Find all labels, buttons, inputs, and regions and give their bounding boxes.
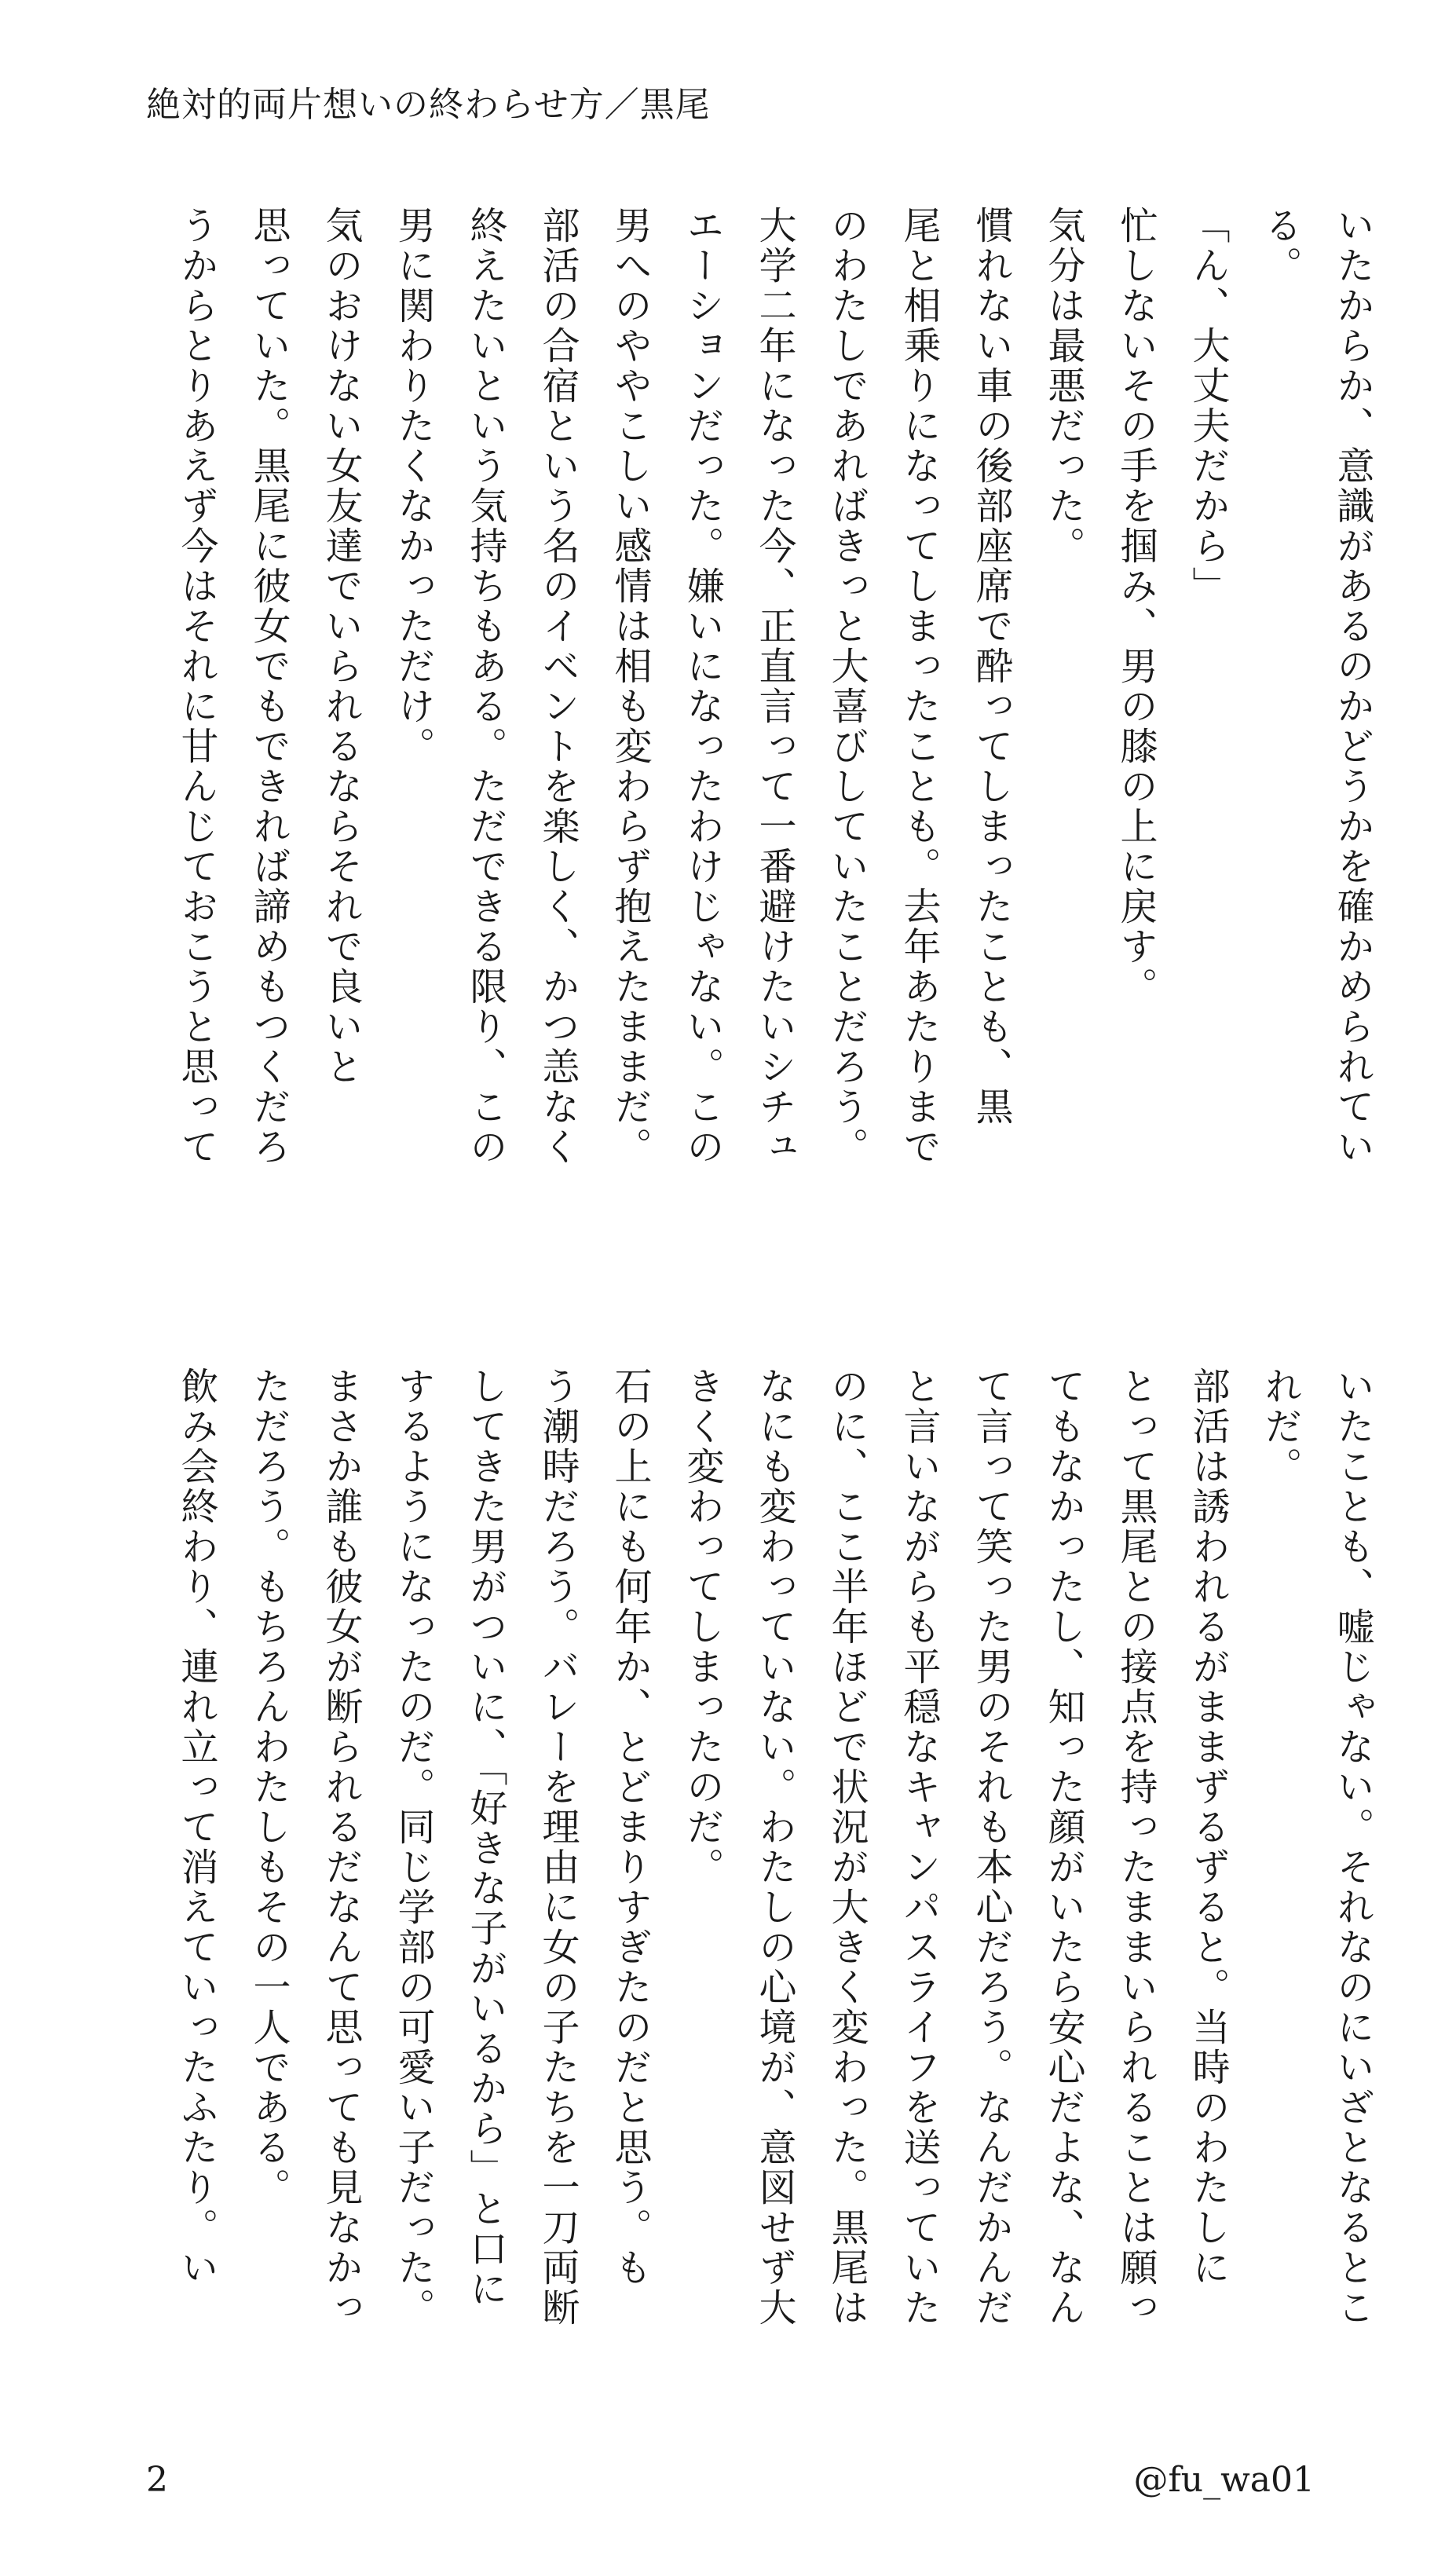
- text-line: 「ん、大丈夫だから」: [1186, 206, 1230, 606]
- text-line: ただろう。もちろんわたしもその一人である。: [247, 1367, 291, 2208]
- text-line: 石の上にも何年か、とどまりすぎたのだと思う。も: [608, 1367, 652, 2288]
- text-line: 大学二年になった今、正直言って一番避けたいシチュ: [752, 206, 796, 1167]
- text-line: 終えたいという気持ちもある。ただできる限り、この: [463, 206, 507, 1167]
- text-line: れだ。: [1258, 1367, 1302, 1487]
- text-line: 気のおけない女友達でいられるならそれで良いと: [319, 206, 363, 1087]
- text-line: 慣れない車の後部座席で酔ってしまったことも、黒: [969, 206, 1013, 1127]
- text-line: る。: [1258, 206, 1302, 286]
- text-line: 男へのややこしい感情は相も変わらず抱えたままだ。: [608, 206, 652, 1167]
- text-line: いたことも、嘘じゃない。それなのにいざとなるとこ: [1330, 1367, 1374, 2328]
- text-line: 飲み会終わり、連れ立って消えていったふたり。い: [174, 1367, 218, 2288]
- text-line: いたからか、意識があるのかどうかを確かめられてい: [1330, 206, 1374, 1167]
- text-line: う潮時だろう。バレーを理由に女の子たちを一刀両断: [536, 1367, 580, 2328]
- page-title: 絶対的両片想いの終わらせ方／黒尾: [146, 85, 711, 125]
- author-handle: @fu_wa01: [1133, 2460, 1315, 2500]
- text-line: なにも変わっていない。わたしの心境が、意図せず大: [752, 1367, 796, 2328]
- text-line: 思っていた。黒尾に彼女でもできれば諦めもつくだろ: [247, 206, 291, 1167]
- text-line: と言いながらも平穏なキャンパスライフを送っていた: [897, 1367, 941, 2328]
- text-line: 気分は最悪だった。: [1041, 206, 1085, 566]
- text-line: するようになったのだ。同じ学部の可愛い子だった。: [391, 1367, 435, 2328]
- text-line: 忙しないその手を掴み、男の膝の上に戻す。: [1114, 206, 1158, 1007]
- text-block-top: [132, 206, 1388, 1250]
- text-line: 部活の合宿という名のイベントを楽しく、かつ恙なく: [536, 206, 580, 1167]
- text-line: してきた男がついに、「好きな子がいるから」と口に: [463, 1367, 507, 2309]
- text-line: とって黒尾との接点を持ったままいられることは願っ: [1114, 1367, 1158, 2328]
- text-block-bottom: [132, 1367, 1388, 2411]
- text-line: のに、ここ半年ほどで状況が大きく変わった。黒尾は: [825, 1367, 869, 2328]
- page-number: 2: [146, 2460, 168, 2500]
- text-line: 部活は誘われるがままずるずると。当時のわたしに: [1186, 1367, 1230, 2288]
- text-line: のわたしであればきっと大喜びしていたことだろう。: [825, 206, 869, 1167]
- text-line: きく変わってしまったのだ。: [680, 1367, 724, 1887]
- text-line: 男に関わりたくなかっただけ。: [391, 206, 435, 767]
- text-line: て言って笑った男のそれも本心だろう。なんだかんだ: [969, 1367, 1013, 2328]
- text-line: てもなかったし、知った顔がいたら安心だよな、なん: [1041, 1367, 1085, 2328]
- text-line: うからとりあえず今はそれに甘んじておこうと思って: [174, 206, 218, 1167]
- text-line: 尾と相乗りになってしまったことも。去年あたりまで: [897, 206, 941, 1167]
- text-line: エーションだった。嫌いになったわけじゃない。この: [680, 206, 724, 1167]
- text-line: まさか誰も彼女が断られるだなんて思っても見なかっ: [319, 1367, 363, 2328]
